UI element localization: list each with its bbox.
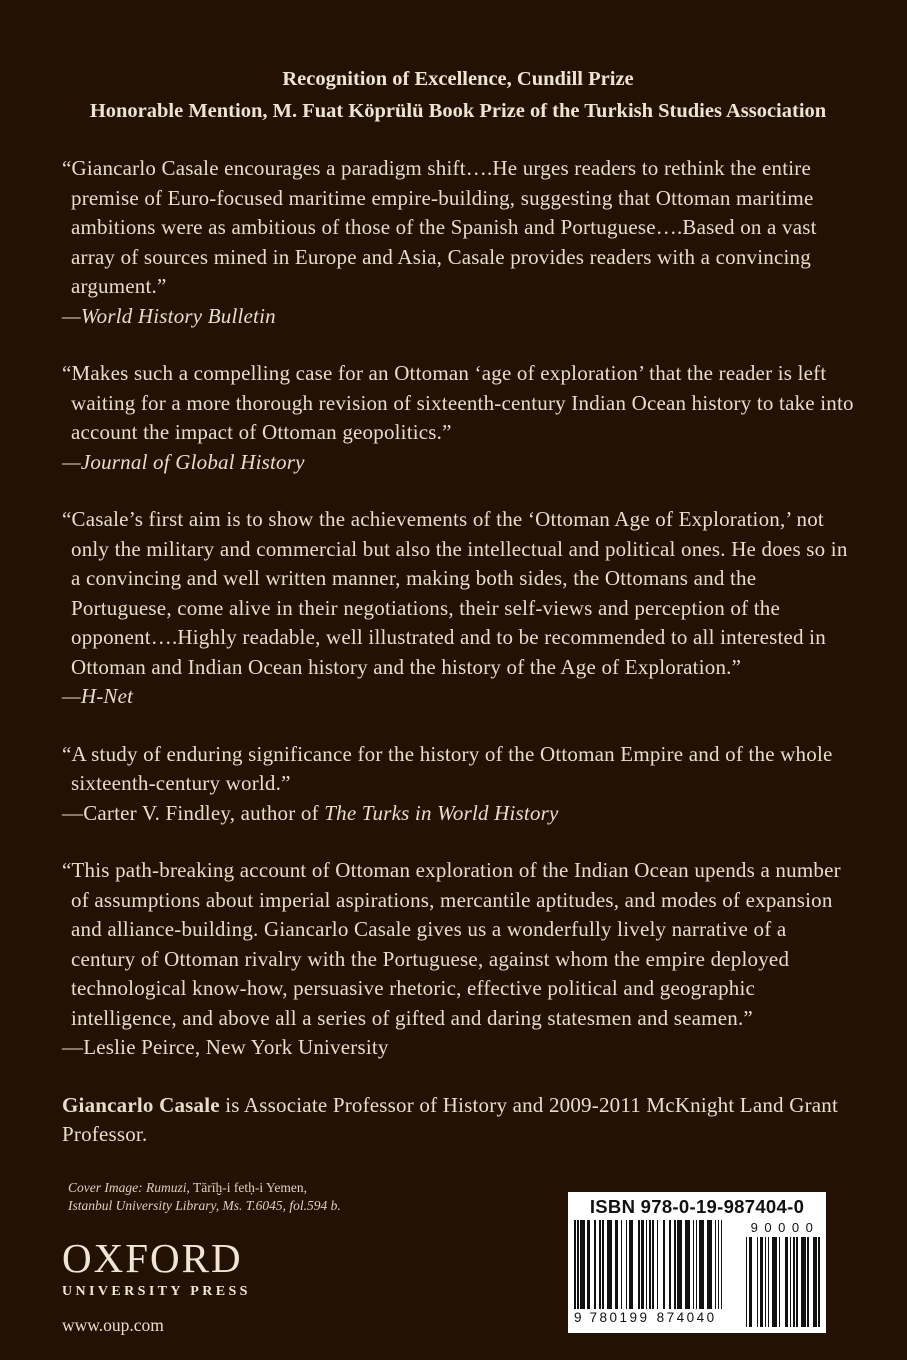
ean13-digit-group-2: 874040 [656, 1310, 717, 1325]
publisher-url: www.oup.com [62, 1315, 164, 1335]
ean13-barcode [574, 1220, 722, 1328]
review-blurb-findley [62, 740, 854, 829]
review-quote: “A study of enduring significance for the history of the Ottoman Empire and of the whole sixteenth-century world.” [62, 741, 833, 795]
barcode-bars-row [574, 1220, 820, 1328]
isbn-label: ISBN 978-0-19-987404-0 [589, 1196, 805, 1217]
review-blurb-peirce [62, 856, 854, 1063]
ean13-digits [574, 1310, 722, 1326]
award-line-koprulu: Honorable Mention, M. Fuat Köprülü Book Prize of the Turkish Studies Association [89, 100, 827, 122]
review-attribution: —Leslie Peirce, New York University [62, 1035, 389, 1059]
credit-manuscript-title: Tārīḫ-i fetḥ-i Yemen, [189, 1180, 307, 1195]
award-line-cundill: Recognition of Excellence, Cundill Prize [282, 68, 634, 90]
author-bio [62, 1091, 854, 1150]
review-blurb-h-net [62, 505, 854, 712]
university-press-label: UNIVERSITY PRESS [62, 1284, 251, 1299]
ean5-supplement-barcode [744, 1220, 820, 1328]
credit-line-1 [68, 1179, 341, 1197]
publisher-logo [62, 1235, 251, 1300]
author-name: Giancarlo Casale [62, 1092, 220, 1117]
review-attribution: —Journal of Global History [62, 449, 305, 474]
review-attribution [62, 799, 854, 829]
attribution-book-title: The Turks in World History [324, 800, 559, 825]
cover-image-credit [68, 1179, 341, 1214]
review-blurb-journal-global-history [62, 359, 854, 477]
author-bio-text: is Associate Professor of History and 2009-2011 McKnight Land Grant Professor. [62, 1092, 839, 1146]
review-quote: “Casale’s first aim is to show the achievements of the ‘Ottoman Age of Exploration,’ not only the military and commercial but also the intellectual and political ones. He does so in a convincing and well written manner, making both sides, the Ottomans and the Portuguese, come alive in their negotiations, their self-views and perception of the opponent….Highly readable, well illustrated and to be recommended to all interested in Ottoman and Indian Ocean history and the history of the Age of Exploration.” [62, 507, 848, 679]
attribution-name: —Carter V. Findley, author of [62, 800, 325, 825]
review-blurb-world-history-bulletin [62, 154, 854, 331]
review-quote: “This path-breaking account of Ottoman exploration of the Indian Ocean upends a number of assumptions about imperial aspirations, mercantile aptitudes, and modes of expansion and alliance-building. Giancarlo Casale gives us a wonderfully lively narrative of a century of Ottoman rivalry with the Portuguese, against whom the empire deployed technological know-how, persuasive rhetoric, effective political and geographic intelligence, and above all a series of gifted and daring statesmen and seamen.” [62, 858, 841, 1030]
review-quote: “Makes such a compelling case for an Ottoman ‘age of exploration’ that the reader is left waiting for a more thorough revision of sixteenth-century Indian Ocean history to take into account the impact of Ottoman geopolitics.” [62, 361, 854, 444]
awards-header [62, 63, 854, 127]
ean13-lead-digit: 9 [574, 1310, 582, 1325]
review-attribution: —H-Net [62, 684, 134, 708]
credit-source: Cover Image: Rumuzi, [68, 1180, 190, 1195]
isbn-barcode-box [568, 1192, 826, 1333]
review-attribution: —World History Bulletin [62, 303, 276, 328]
credit-line-2: Istanbul University Library, Ms. T.6045, fol.594 b. [68, 1197, 341, 1213]
oxford-wordmark: OXFORD [62, 1235, 243, 1281]
review-quote: “Giancarlo Casale encourages a paradigm shift….He urges readers to rethink the entire premise of Euro-focused maritime empire-building, suggesting that Ottoman maritime ambitions were as ambitious of those of the Spanish and Portuguese….Based on a vast array of sources mined in Europe and Asia, Casale provides readers with a convincing argument.” [62, 156, 817, 298]
ean5-digits: 90000 [750, 1220, 820, 1235]
ean13-digit-group-1: 780199 [589, 1310, 650, 1325]
ean13-bars [574, 1220, 722, 1309]
ean5-bars [744, 1237, 820, 1327]
